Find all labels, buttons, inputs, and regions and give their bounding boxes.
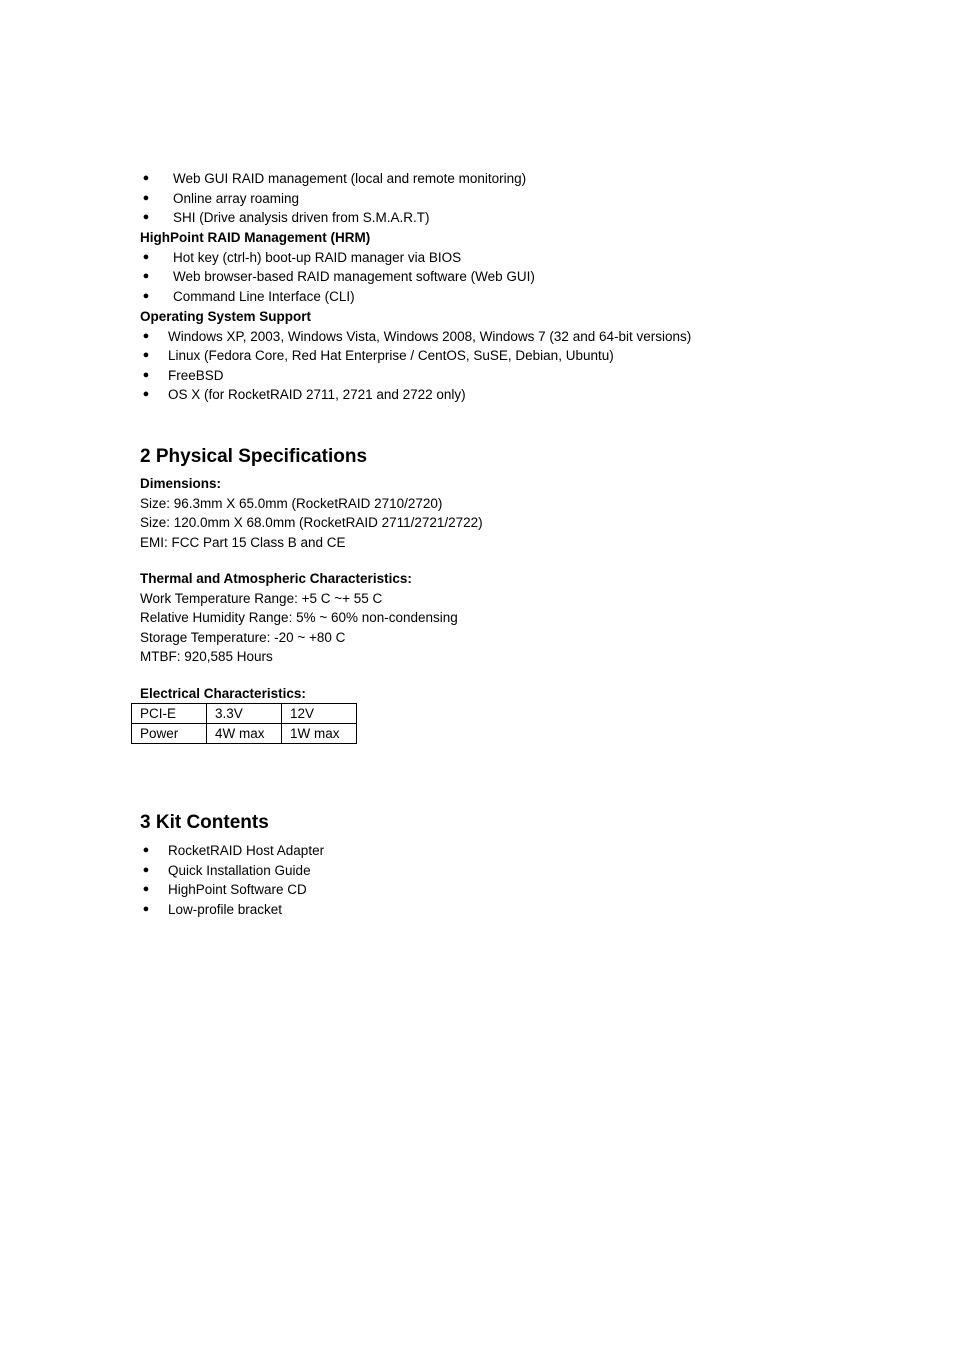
kit-list (140, 841, 840, 919)
electrical-block (140, 684, 840, 704)
list-item: ● Web browser-based RAID management software (Web GUI) (140, 267, 840, 287)
spec-line: MTBF: 920,585 Hours (140, 649, 273, 664)
hrm-section (140, 228, 840, 306)
bullet-icon: ● (142, 388, 150, 400)
list-item: ● Web GUI RAID management (local and remote monitoring) (140, 169, 840, 189)
bullet-icon: ● (142, 191, 150, 204)
section-heading: 3 Kit Contents (140, 812, 269, 833)
table-cell: 3.3V (207, 704, 282, 724)
physical-section (140, 445, 840, 469)
section-heading: 2 Physical Specifications (140, 446, 368, 467)
dimensions-title: Dimensions: (140, 476, 222, 491)
table-cell: 4W max (207, 724, 282, 744)
bullet-icon: ● (142, 349, 150, 361)
list-item: ● Linux (Fedora Core, Red Hat Enterprise / CentOS, SuSE, Debian, Ubuntu) (140, 346, 840, 366)
list-item: ● Command Line Interface (CLI) (140, 287, 840, 307)
list-item: ● RocketRAID Host Adapter (140, 841, 840, 861)
table-row (132, 704, 357, 724)
electrical-title: Electrical Characteristics: (140, 686, 306, 701)
list-item: ● Windows XP, 2003, Windows Vista, Windows 2008, Windows 7 (32 and 64-bit versions) (140, 327, 840, 347)
bullet-icon: ● (142, 329, 150, 342)
bullet-icon: ● (142, 863, 150, 876)
spec-line: Work Temperature Range: +5 C ~+ 55 C (140, 590, 383, 606)
spec-line: Size: 120.0mm X 68.0mm (RocketRAID 2711/2721/2722) (140, 515, 483, 530)
bullet-icon: ● (142, 211, 150, 223)
table-cell: 1W max (282, 724, 357, 744)
kit-section (140, 811, 840, 835)
list-item: ● FreeBSD (140, 366, 840, 386)
list-item: ● Hot key (ctrl-h) boot-up RAID manager via BIOS (140, 248, 840, 268)
list-item: ● Low-profile bracket (140, 900, 840, 920)
table-cell: 12V (282, 704, 357, 724)
list-item: ● SHI (Drive analysis driven from S.M.A.R.T) (140, 208, 840, 228)
bullet-icon: ● (142, 289, 150, 302)
list-item: ● OS X (for RocketRAID 2711, 2721 and 2722 only) (140, 385, 840, 405)
list-item: ● Quick Installation Guide (140, 861, 840, 881)
spec-line: Size: 96.3mm X 65.0mm (RocketRAID 2710/2720) (140, 495, 443, 511)
thermal-block (140, 569, 840, 667)
spec-line: Relative Humidity Range: 5% ~ 60% non-condensing (140, 610, 458, 625)
os-section (140, 307, 840, 405)
bullet-icon: ● (142, 902, 150, 915)
thermal-title: Thermal and Atmospheric Characteristics: (140, 571, 412, 586)
features-list (140, 169, 840, 228)
dimensions-block (140, 474, 840, 552)
list-item: ● Online array roaming (140, 189, 840, 209)
bullet-icon: ● (142, 368, 150, 381)
bullet-icon: ● (142, 883, 150, 895)
table-cell: Power (132, 724, 207, 744)
list-item: ● HighPoint Software CD (140, 880, 840, 900)
table-row (132, 724, 357, 744)
bullet-icon: ● (142, 172, 150, 184)
os-title: Operating System Support (140, 309, 312, 324)
hrm-title: HighPoint RAID Management (HRM) (140, 230, 371, 245)
bullet-icon: ● (142, 270, 150, 282)
spec-line: Storage Temperature: -20 ~ +80 C (140, 629, 346, 645)
electrical-table (131, 703, 357, 744)
spec-line: EMI: FCC Part 15 Class B and CE (140, 534, 346, 550)
bullet-icon: ● (142, 250, 150, 263)
table-cell: PCI-E (132, 704, 207, 724)
bullet-icon: ● (142, 844, 150, 856)
